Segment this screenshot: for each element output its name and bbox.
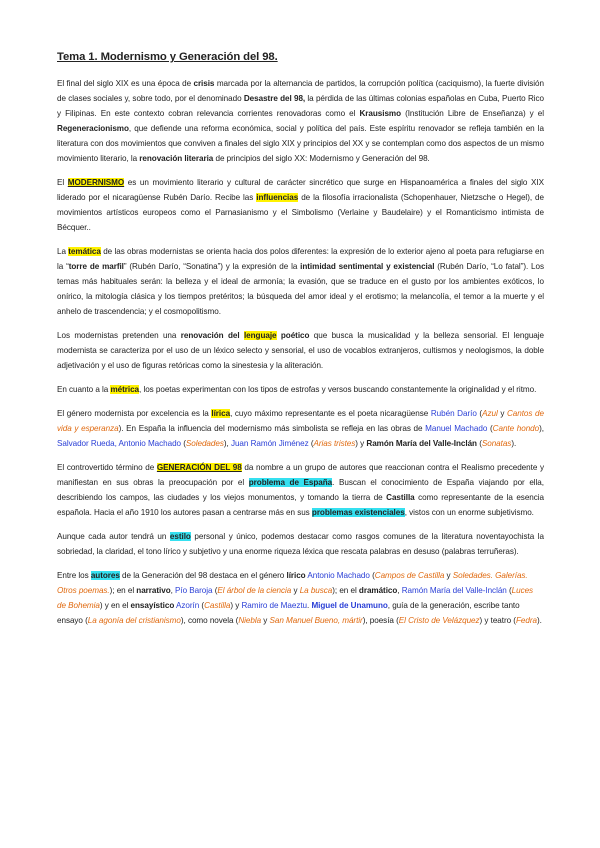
styled-run: La agonía del cristianismo [87, 616, 181, 625]
styled-run: renovación literaria [139, 154, 214, 163]
text-run: ( [487, 424, 493, 433]
styled-run: Ramón María del Valle-Inclán [366, 439, 477, 448]
text-run: Entre los [57, 571, 91, 580]
document-body [57, 76, 544, 628]
styled-run: torre de marfil [68, 262, 124, 271]
text-run: (Rubén Darío, “Lo fatal”). Los temas más habituales serán: la belleza y el ideal de armonía; la evasión, que se traduce en el gusto por los ambientes exóticos, lo onírico, la mitología clásica y los tiempos pretéritos; la búsqueda del amor ideal y el erotismo; la melancolía, el temor a la muerte y el anhelo de trascendencia; y el cosmopolitismo. [57, 262, 545, 316]
styled-run: intimidad sentimental y existencial [300, 262, 435, 271]
styled-run: influencias [256, 193, 299, 202]
styled-run: Manuel Machado [425, 424, 488, 433]
styled-run: MODERNISMO [67, 178, 125, 187]
styled-run: autores [90, 571, 120, 580]
text-run: , [170, 586, 176, 595]
text-run: ), poesía ( [362, 616, 399, 625]
styled-run: estilo [169, 532, 191, 541]
paragraph-generacion-98 [57, 460, 544, 520]
text-run: El controvertido término de [57, 463, 157, 472]
styled-run: Castilla [204, 601, 231, 610]
text-run: , guía de la generación, escribe tanto ensayo ( [57, 601, 520, 625]
text-run: ). [536, 616, 542, 625]
styled-run: Azul [482, 409, 498, 418]
text-run: ( [181, 439, 186, 448]
text-run: , que defiende una reforma económica, social y política del país. Este espíritu renovador se refleja también en la literatura con dos movimientos que conviven a finales del siglo XIX y principios del XX y se contemplan como dos aspectos de un mismo movimiento literario, la [57, 124, 544, 163]
styled-run: Regeneracionismo [57, 124, 129, 133]
text-run: . Buscan el conocimiento de España viajando por ella, describiendo los campos, las ciudades y los viejos monumentos, y tomando la tierra de [57, 478, 544, 502]
text-run: de la filosofía irracionalista (Schopenhauer, Nietzsche o Hegel), de movimientos artísticos europeos como el Parnasianismo y el Simbolismo (Verlaine y Baudelaire) y el Romanticismo intimista de Bécquer.. [57, 193, 544, 232]
text-run: El género modernista por excelencia es la [57, 409, 212, 418]
text-run: ), [223, 439, 231, 448]
text-run: de la Generación del 98 destaca en el género [119, 571, 287, 580]
text-run: de principios del siglo XX: Modernismo y Generación del 98. [213, 154, 430, 163]
text-run: y [261, 616, 270, 625]
paragraph-context [57, 76, 544, 166]
styled-run: Cante hondo [492, 424, 540, 433]
styled-run: Arias tristes [313, 439, 356, 448]
text-run: que busca la musicalidad y la belleza sensorial. El lenguaje modernista se caracteriza por el uso de un léxico selecto y sensorial, el uso de vocablos extranjeros, cultismos y neologismos, la doble adjetivación y el uso de figuras retóricas como la sinestesia y la aliteración. [57, 331, 544, 370]
styled-run: narrativo [136, 586, 171, 595]
styled-run: poético [276, 331, 310, 340]
text-run: (Institución Libre de Enseñanza) y el [401, 109, 544, 118]
text-run: ( [506, 586, 512, 595]
styled-run: El Cristo de Velázquez [398, 616, 480, 625]
styled-run: dramático [358, 586, 398, 595]
styled-run: San Manuel Bueno, mártir [269, 616, 363, 625]
paragraph-metrica [57, 382, 544, 397]
styled-run: temática [68, 247, 101, 256]
text-run: ( [212, 586, 218, 595]
text-run: da nombre a un grupo de autores que reaccionan contra el Realismo precedente y manifiestan en sus obras la preocupación por el [57, 463, 544, 487]
styled-run: Luces de Bohemia [57, 586, 534, 610]
styled-run: Sonatas [481, 439, 512, 448]
text-run: ); en el [332, 586, 359, 595]
text-run: ); en el [109, 586, 137, 595]
styled-run: problema de España [248, 478, 333, 487]
text-run: como representante de la esencia española. Hacia el año 1910 los autores pasan a centrarse más en sus [57, 493, 544, 517]
text-run: ). [511, 439, 517, 448]
text-run: y [444, 571, 453, 580]
text-run: ( [476, 439, 482, 448]
text-run: ( [476, 409, 483, 418]
styled-run: problemas existenciales [311, 508, 405, 517]
text-run: ( [199, 601, 205, 610]
paragraph-estilo [57, 529, 544, 559]
text-run: , [397, 586, 402, 595]
text-run: , los poetas experimentan con los tipos de estrofas y versos buscando constantemente la originalidad y el ritmo. [139, 385, 537, 394]
paragraph-lirica [57, 406, 544, 451]
styled-run: Soledades [185, 439, 224, 448]
styled-run: Azorín [176, 601, 200, 610]
styled-run: Ramón María del Valle-Inclán [401, 586, 507, 595]
text-run: La [57, 247, 69, 256]
text-run: es un movimiento literario y cultural de carácter sincrético que surge en Hispanoamérica a finales del siglo XIX liderado por el nicaragüense Rubén Darío. Recibe las [57, 178, 544, 202]
text-run: En cuanto a la [57, 385, 111, 394]
styled-run: ensayístico [130, 601, 175, 610]
styled-run: Miguel de Unamuno [311, 601, 388, 610]
text-run: ( [308, 439, 314, 448]
styled-run: Juan Ramón Jiménez [230, 439, 309, 448]
styled-run: Pío Baroja [175, 586, 213, 595]
text-run: ), como novela ( [180, 616, 239, 625]
text-run: de las obras modernistas se orienta hacia dos polos diferentes: la expresión de lo exterior ajeno al poeta para refugiarse en la “ [57, 247, 544, 271]
text-run: ). En España la influencia del modernismo más simbolista se refleja en las obras de [118, 424, 426, 433]
text-run: la pérdida de las últimas colonias españolas en Cuba, Puerto Rico y Filipinas. En este contexto cobran relevancia corrientes renovadoras como el [57, 94, 545, 118]
text-run: ) y [230, 601, 242, 610]
paragraph-autores [57, 568, 544, 628]
text-run: Aunque cada autor tendrá un [57, 532, 170, 541]
styled-run: Castilla [386, 493, 415, 502]
styled-run: Niebla [238, 616, 262, 625]
text-run: ), [539, 424, 544, 433]
styled-run: lenguaje [243, 331, 277, 340]
styled-run: Salvador Rueda, Antonio Machado [57, 439, 182, 448]
styled-run: Cantos de vida y esperanza [57, 409, 544, 433]
text-run: y [497, 409, 507, 418]
text-run: El [57, 178, 68, 187]
styled-run: Ramiro de Maeztu [241, 601, 308, 610]
text-run: . [307, 601, 312, 610]
text-run: marcada por la alternancia de partidos, la corrupción política (caciquismo), la fuerte división de clases sociales y, sobre todo, por el denominado [57, 79, 544, 103]
styled-run: lírico [286, 571, 306, 580]
styled-run: Antonio Machado [307, 571, 370, 580]
text-run: personal y único, podemos destacar como rasgos comunes de la literatura noventayochista la sobriedad, la claridad, el tono lírico y subjetivo y una enorme riqueza léxica que rescata palabras en desuso (palabras terruñeras). [57, 532, 544, 556]
styled-run: GENERACIÓN DEL 98 [156, 463, 242, 472]
text-run: ) y en el [99, 601, 131, 610]
text-run: ( [369, 571, 375, 580]
text-run: El final del siglo XIX es una época de [57, 79, 194, 88]
text-run: , vistos con un enorme subjetivismo. [404, 508, 534, 517]
paragraph-modernismo [57, 175, 544, 235]
text-run: ” (Rubén Darío, “Sonatina”) y la expresión de la [123, 262, 301, 271]
text-run: , cuyo máximo representante es el poeta nicaragüense [230, 409, 431, 418]
text-run: ) y [355, 439, 367, 448]
styled-run: Soledades. Galerías. Otros poemas. [57, 571, 528, 595]
text-run: y [291, 586, 300, 595]
text-run: ) y teatro ( [479, 616, 516, 625]
text-run: Los modernistas pretenden una [57, 331, 181, 340]
styled-run: Fedra [515, 616, 537, 625]
styled-run: Krausismo [359, 109, 401, 118]
styled-run: lírica [211, 409, 231, 418]
styled-run: La busca [299, 586, 333, 595]
styled-run: métrica [110, 385, 140, 394]
styled-run: Campos de Castilla [374, 571, 445, 580]
paragraph-lenguaje [57, 328, 544, 373]
styled-run: renovación del [180, 331, 244, 340]
page-title: Tema 1. Modernismo y Generación del 98. [57, 51, 278, 63]
paragraph-tematica [57, 244, 544, 319]
styled-run: Rubén Darío [430, 409, 477, 418]
styled-run: El árbol de la ciencia [217, 586, 292, 595]
styled-run: Desastre del 98, [243, 94, 306, 103]
styled-run: crisis [193, 79, 215, 88]
